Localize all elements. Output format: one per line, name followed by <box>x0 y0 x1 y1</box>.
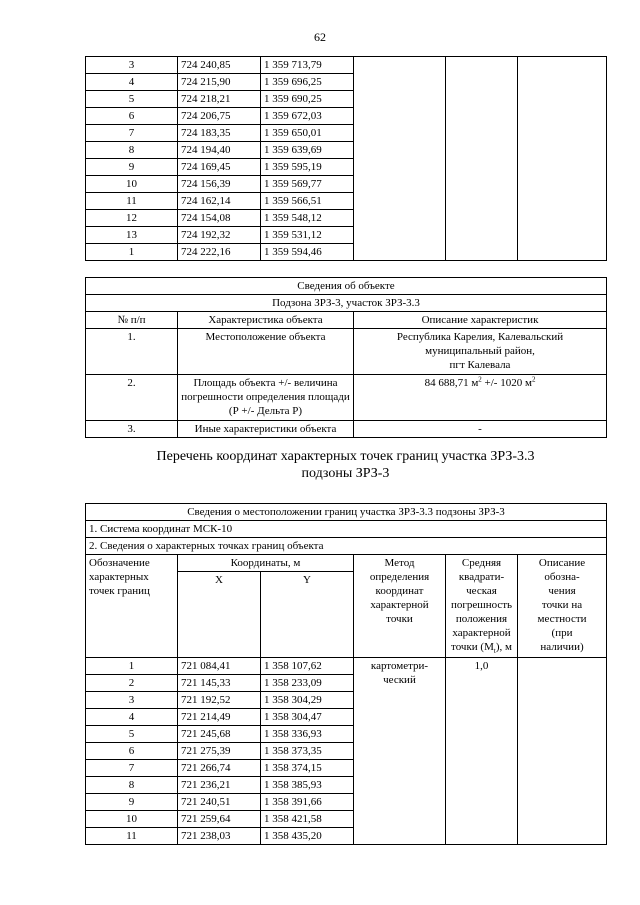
coord-x: 724 156,39 <box>178 176 261 193</box>
point-number: 5 <box>86 726 178 743</box>
row-num: 2. <box>86 375 178 421</box>
point-number: 7 <box>86 125 178 142</box>
point-number: 3 <box>86 692 178 709</box>
header-num: № п/п <box>86 312 178 329</box>
point-number: 7 <box>86 760 178 777</box>
point-number: 11 <box>86 193 178 210</box>
coord-y: 1 358 304,29 <box>261 692 354 709</box>
coord-x: 724 183,35 <box>178 125 261 142</box>
coord-x: 721 245,68 <box>178 726 261 743</box>
coord-x: 724 194,40 <box>178 142 261 159</box>
header-error: Средняя квадрати- ческая погрешность положения характерной точки $(M_t)$, м <box>446 555 518 658</box>
coord-y: 1 359 569,77 <box>261 176 354 193</box>
coord-x: 721 238,03 <box>178 828 261 845</box>
coord-x: 724 222,16 <box>178 244 261 261</box>
point-number: 8 <box>86 777 178 794</box>
header-method: Метод определения координат характерной точки <box>354 555 446 658</box>
point-number: 1 <box>86 658 178 675</box>
coord-x: 721 275,39 <box>178 743 261 760</box>
point-number: 2 <box>86 675 178 692</box>
header-point-description: Описание обозна- чения точки на местности (при наличии) <box>518 555 607 658</box>
row-num: 1. <box>86 329 178 375</box>
coord-x: 724 218,21 <box>178 91 261 108</box>
header-x: X <box>178 572 261 658</box>
row-description: 84 688,71 $м^2$ +/- 1020 $м^2$ <box>354 375 607 421</box>
row-num: 3. <box>86 421 178 438</box>
row-characteristic: Местоположение объекта <box>178 329 354 375</box>
header-coordinates: Координаты, м <box>178 555 354 572</box>
coord-x: 724 162,14 <box>178 193 261 210</box>
empty-cell <box>354 57 446 261</box>
section-heading: Перечень координат характерных точек границ участка ЗРЗ-3.3 подзоны ЗРЗ-3 <box>156 449 535 481</box>
point-number: 12 <box>86 210 178 227</box>
empty-cell <box>446 57 518 261</box>
coord-y: 1 358 435,20 <box>261 828 354 845</box>
coordinates-table-continuation <box>85 56 607 261</box>
points-section-label: 2. Сведения о характерных точках границ объекта <box>86 538 607 555</box>
coord-x: 721 240,51 <box>178 794 261 811</box>
coord-x: 724 240,85 <box>178 57 261 74</box>
coordinate-system: 1. Система координат МСК-10 <box>86 521 607 538</box>
coord-x: 724 206,75 <box>178 108 261 125</box>
coord-y: 1 359 639,69 <box>261 142 354 159</box>
coord-y: 1 358 304,47 <box>261 709 354 726</box>
point-number: 5 <box>86 91 178 108</box>
coord-x: 721 084,41 <box>178 658 261 675</box>
coord-x: 721 192,52 <box>178 692 261 709</box>
object-info-table <box>85 277 607 438</box>
coord-y: 1 359 548,12 <box>261 210 354 227</box>
coord-y: 1 359 696,25 <box>261 74 354 91</box>
coord-y: 1 359 713,79 <box>261 57 354 74</box>
point-number: 9 <box>86 794 178 811</box>
row-description: - <box>354 421 607 438</box>
coord-x: 721 266,74 <box>178 760 261 777</box>
coord-x: 721 214,49 <box>178 709 261 726</box>
header-designation: Обозначение характерных точек границ <box>86 555 178 658</box>
row-description: Республика Карелия, Калевальский муниципальный район, пгт Калевала <box>354 329 607 375</box>
point-number: 3 <box>86 57 178 74</box>
table-row <box>86 57 607 74</box>
coord-y: 1 358 374,15 <box>261 760 354 777</box>
boundary-coordinates-table <box>85 503 607 845</box>
coord-y: 1 358 373,35 <box>261 743 354 760</box>
object-info-title: Сведения об объекте <box>86 278 607 295</box>
header-characteristic: Характеристика объекта <box>178 312 354 329</box>
error-cell: 1,0 <box>446 658 518 845</box>
coord-y: 1 359 566,51 <box>261 193 354 210</box>
point-number: 10 <box>86 176 178 193</box>
coord-y: 1 358 107,62 <box>261 658 354 675</box>
coord-x: 724 154,08 <box>178 210 261 227</box>
coord-y: 1 358 391,66 <box>261 794 354 811</box>
coord-y: 1 358 421,58 <box>261 811 354 828</box>
coord-y: 1 359 595,19 <box>261 159 354 176</box>
coord-x: 721 236,21 <box>178 777 261 794</box>
table-row <box>86 658 607 675</box>
point-number: 9 <box>86 159 178 176</box>
coord-x: 724 169,45 <box>178 159 261 176</box>
coord-x: 721 145,33 <box>178 675 261 692</box>
coord-x: 721 259,64 <box>178 811 261 828</box>
coord-y: 1 359 690,25 <box>261 91 354 108</box>
coord-y: 1 358 385,93 <box>261 777 354 794</box>
coord-y: 1 359 650,01 <box>261 125 354 142</box>
point-number: 1 <box>86 244 178 261</box>
point-number: 4 <box>86 74 178 91</box>
point-number: 4 <box>86 709 178 726</box>
coord-x: 724 192,32 <box>178 227 261 244</box>
point-number: 6 <box>86 108 178 125</box>
point-number: 11 <box>86 828 178 845</box>
object-info-subtitle: Подзона ЗРЗ-3, участок ЗРЗ-3.3 <box>86 295 607 312</box>
coord-y: 1 359 672,03 <box>261 108 354 125</box>
boundary-table-title: Сведения о местоположении границ участка ЗРЗ-3.3 подзоны ЗРЗ-3 <box>86 504 607 521</box>
coord-y: 1 358 336,93 <box>261 726 354 743</box>
point-number: 6 <box>86 743 178 760</box>
header-y: Y <box>261 572 354 658</box>
method-cell: картометри- ческий <box>354 658 446 845</box>
coord-y: 1 359 594,46 <box>261 244 354 261</box>
header-description: Описание характеристик <box>354 312 607 329</box>
description-cell <box>518 658 607 845</box>
row-characteristic: Иные характеристики объекта <box>178 421 354 438</box>
point-number: 10 <box>86 811 178 828</box>
point-number: 8 <box>86 142 178 159</box>
row-characteristic: Площадь объекта +/- величина погрешности определения площади (Р +/- Дельта Р) <box>178 375 354 421</box>
coord-y: 1 359 531,12 <box>261 227 354 244</box>
empty-cell <box>518 57 607 261</box>
coord-y: 1 358 233,09 <box>261 675 354 692</box>
coord-x: 724 215,90 <box>178 74 261 91</box>
point-number: 13 <box>86 227 178 244</box>
page-number: 62 <box>314 30 326 44</box>
